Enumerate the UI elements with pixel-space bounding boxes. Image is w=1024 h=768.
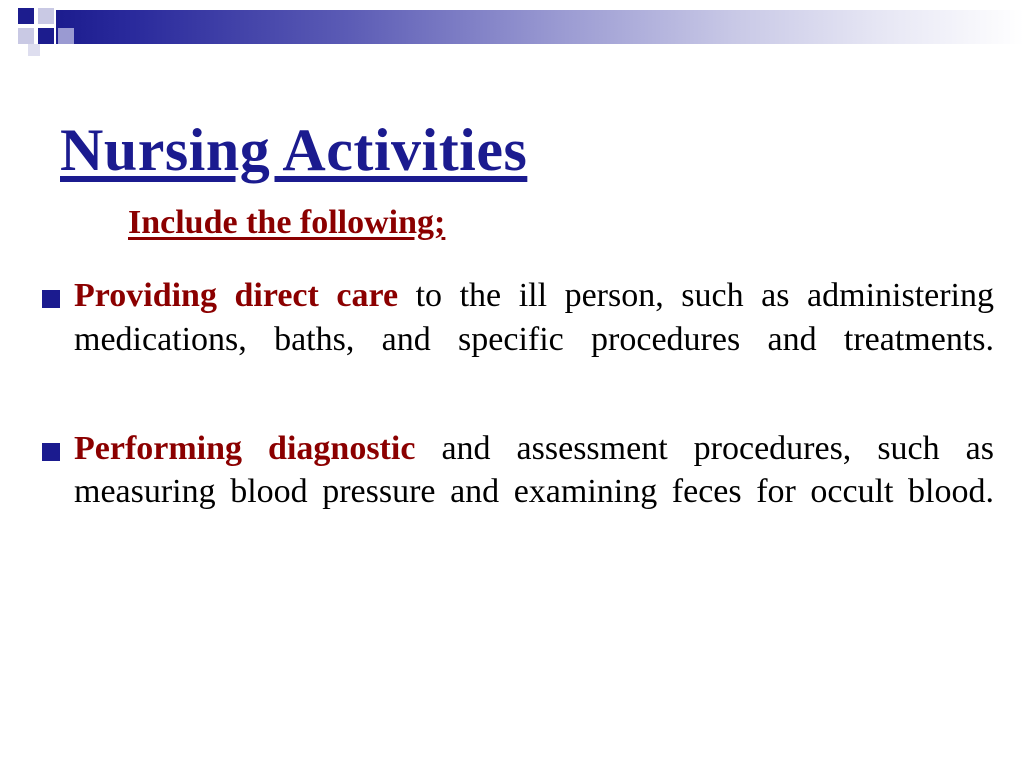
list-item [42,274,994,405]
list-item [42,427,994,558]
bullet-list [42,274,994,579]
slide-subtitle: Include the following; [128,204,446,241]
decorative-header-band [0,0,1024,62]
list-item-text [74,274,994,405]
gradient-bar [56,10,1024,44]
decorative-square [18,28,34,44]
list-item-rest: to the ill person, such as administering medications, baths, and specific procedures and treatments. [74,277,995,358]
decorative-square [28,44,40,56]
decorative-square [38,8,54,24]
list-item-lead: Performing diagnostic [74,429,416,467]
decorative-square [38,28,54,44]
slide-title: Nursing Activities [60,117,528,184]
list-item-text [74,427,994,558]
square-bullet-icon [42,443,60,461]
decorative-square [58,28,74,44]
list-item-rest: and assessment procedures, such as measuring blood pressure and examining feces for occult blood. [74,429,994,511]
square-bullet-icon [42,290,60,308]
list-item-lead: Providing direct care [74,277,399,314]
decorative-square [18,8,34,24]
